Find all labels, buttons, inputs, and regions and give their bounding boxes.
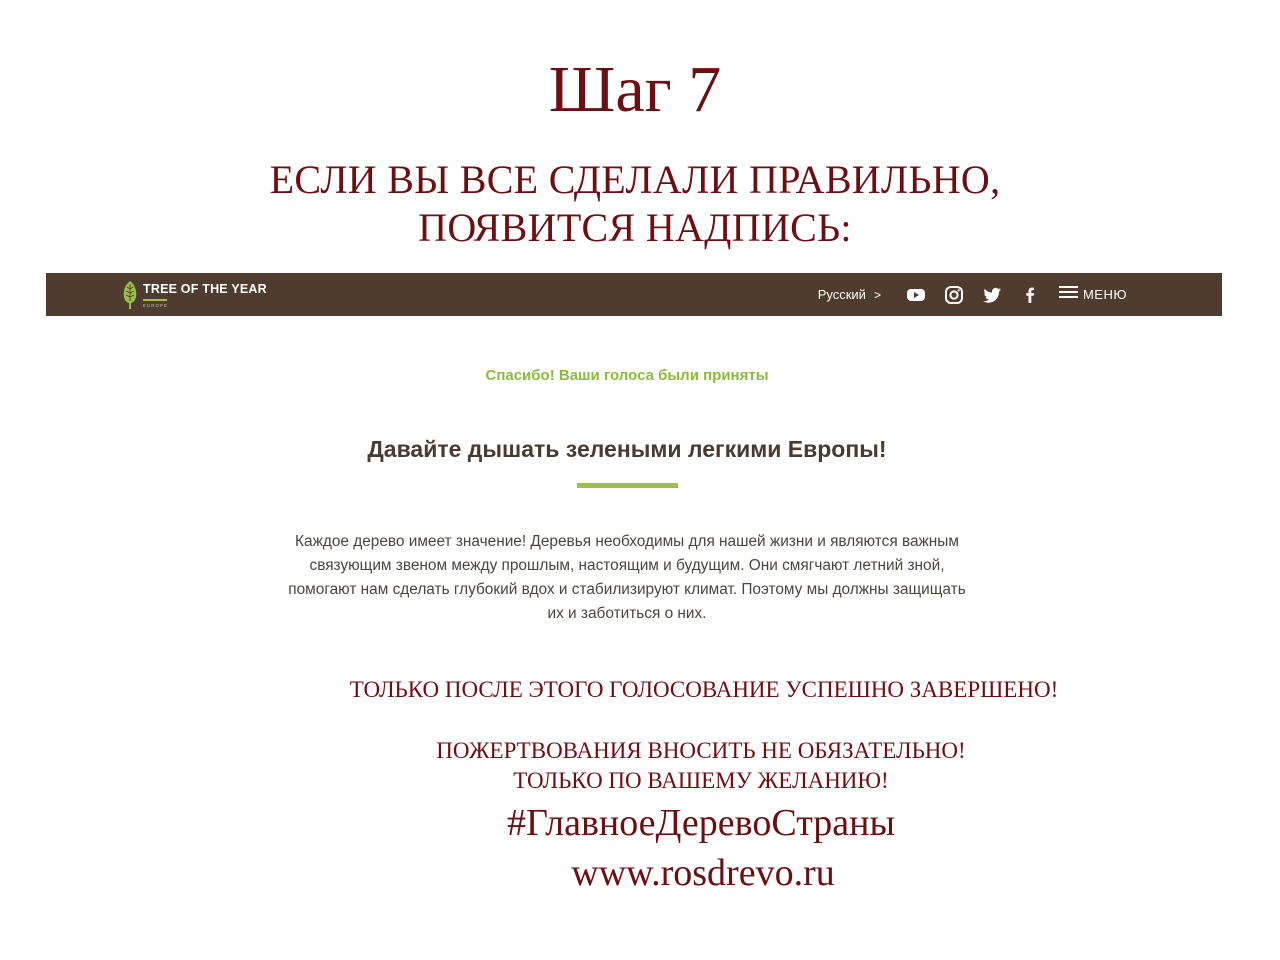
- slogan-heading: Давайте дышать зелеными легкими Европы!: [367, 436, 887, 462]
- donation-note: [0, 736, 1280, 796]
- description-paragraph: [203, 530, 1051, 626]
- description-line: связующим звеном между прошлым, настоящим и будущим. Они смягчают летний зной,: [309, 557, 945, 574]
- hamburger-menu-icon: [1059, 285, 1078, 299]
- website-url: www.rosdrevo.ru: [571, 852, 835, 894]
- instruction-heading: [0, 156, 1270, 252]
- site-logo[interactable]: [122, 281, 267, 309]
- logo-subtitle: EUROPE: [143, 303, 169, 308]
- instagram-icon[interactable]: [944, 285, 964, 305]
- site-header: [46, 273, 1222, 316]
- description-line: помогают нам сделать глубокий вдох и стабилизируют климат. Поэтому мы должны защищать: [288, 581, 966, 598]
- header-nav: [818, 273, 1127, 316]
- vote-accepted-message: Спасибо! Ваши голоса были приняты: [485, 367, 769, 384]
- slogan-divider: [577, 483, 678, 488]
- logo-title: TREE OF THE YEAR: [143, 282, 267, 296]
- language-selector[interactable]: [818, 287, 881, 302]
- donation-note-line-2: ТОЛЬКО ПО ВАШЕМУ ЖЕЛАНИЮ!: [513, 768, 889, 793]
- facebook-icon[interactable]: [1020, 285, 1040, 305]
- donation-note-line-1: ПОЖЕРТВОВАНИЯ ВНОСИТЬ НЕ ОБЯЗАТЕЛЬНО!: [436, 738, 966, 763]
- logo-divider: [143, 299, 167, 301]
- description-line: Каждое дерево имеет значение! Деревья необходимы для нашей жизни и являются важным: [295, 533, 959, 550]
- completion-note: ТОЛЬКО ПОСЛЕ ЭТОГО ГОЛОСОВАНИЕ УСПЕШНО ЗАВЕРШЕНО!: [349, 677, 1059, 702]
- menu-label: МЕНЮ: [1082, 287, 1127, 302]
- menu-button[interactable]: [1059, 287, 1127, 302]
- tree-logo-icon: [122, 281, 138, 309]
- youtube-icon[interactable]: [906, 285, 926, 305]
- language-label: Русский: [817, 287, 866, 302]
- heading-line-1: ЕСЛИ ВЫ ВСЕ СДЕЛАЛИ ПРАВИЛЬНО,: [269, 157, 1001, 202]
- chevron-right-icon: >: [873, 287, 881, 302]
- description-line: их и заботиться о них.: [547, 605, 707, 622]
- step-title: Шаг 7: [548, 53, 722, 126]
- heading-line-2: ПОЯВИТСЯ НАДПИСЬ:: [418, 205, 852, 250]
- hashtag: #ГлавноеДеревоСтраны: [507, 802, 895, 844]
- twitter-icon[interactable]: [982, 285, 1002, 305]
